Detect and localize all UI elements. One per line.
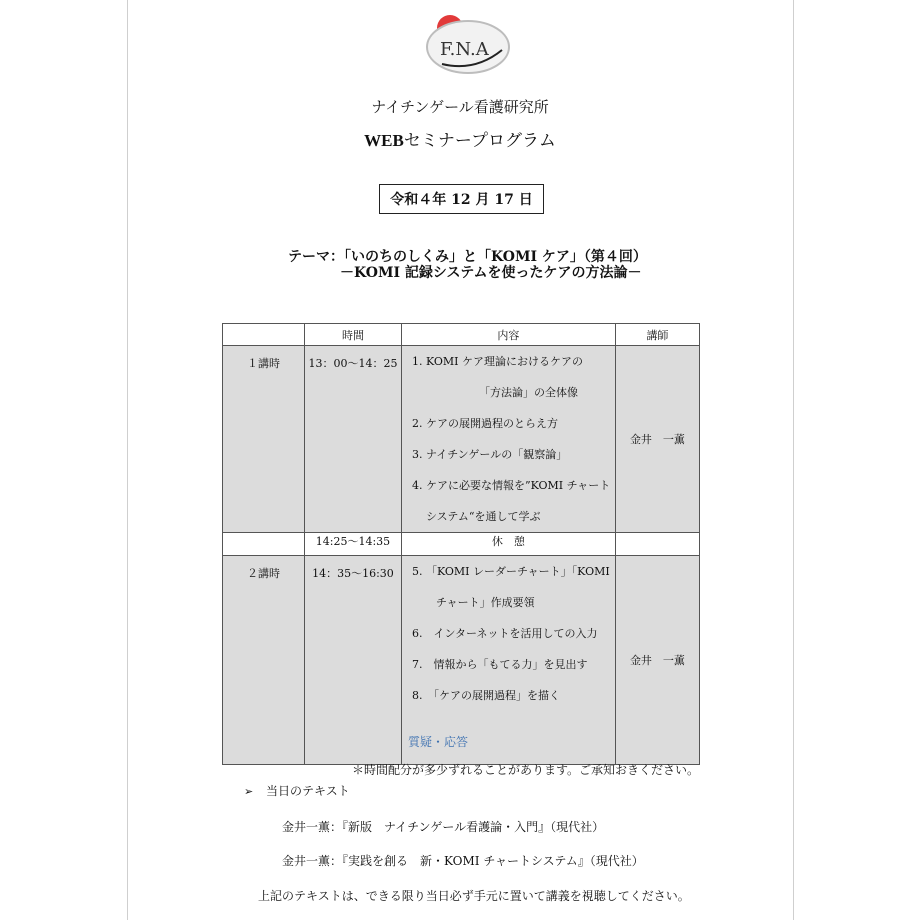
table-header-row	[223, 324, 700, 346]
break-time: 14:25～14:35	[304, 533, 401, 556]
session-2-label: ２講時	[246, 567, 280, 580]
list-item: 4. ケアに必要な情報を”KOMI チャート	[411, 479, 611, 492]
program-prefix: WEB	[364, 131, 404, 150]
footer-note: 上記のテキストは、できる限り当日必ず手元に置いて講義を視聴してください。	[258, 889, 690, 903]
org-name: ナイチンゲール看護研究所	[371, 98, 549, 116]
list-item: 1. KOMI ケア理論におけるケアの	[411, 355, 584, 368]
session-1-lecturer: 金井 一薫	[615, 346, 699, 533]
session-1-time: 13：00～14：25	[308, 357, 398, 370]
svg-text:F.N.A: F.N.A	[440, 39, 489, 60]
theme-line-2: －KOMI 記録システムを使ったケアの方法論－	[340, 265, 642, 281]
textbooks-heading	[244, 782, 350, 799]
list-item: 8. 「ケアの展開過程」を描く	[411, 689, 560, 702]
break-row	[223, 533, 700, 556]
program-suffix: セミナープログラム	[403, 131, 556, 151]
list-item: 「方法論」の全体像	[478, 386, 578, 399]
program-title	[0, 126, 920, 151]
table-row	[223, 556, 700, 765]
header-content: 内容	[401, 324, 615, 346]
textbooks-title: 当日のテキスト	[266, 784, 350, 798]
fna-logo-icon	[420, 14, 510, 76]
header-time: 時間	[304, 324, 401, 346]
session-2-lecturer: 金井 一薫	[615, 556, 699, 765]
textbook-2: 金井一薫：『実践を創る 新・KOMI チャートシステム』（現代社）	[282, 854, 644, 868]
list-item: チャート」作成要領	[435, 596, 535, 609]
session-2-time: 14：35～16:30	[312, 567, 394, 580]
list-item: 6. インターネットを活用しての入力	[411, 627, 598, 640]
list-item: 5. 「KOMI レーダーチャート」「KOMI	[411, 565, 610, 578]
arrow-bullet-icon: ➢	[244, 785, 254, 798]
list-item: 3. ナイチンゲールの「観察論」	[411, 448, 568, 461]
break-label: 休 憩	[401, 533, 615, 556]
header-lecturer: 講師	[615, 324, 699, 346]
list-item: システム“を通して学ぶ	[425, 510, 541, 523]
schedule-table	[222, 323, 700, 765]
list-item: 2. ケアの展開過程のとらえ方	[411, 417, 558, 430]
theme-line-1: テーマ：「いのちのしくみ」と「KOMI ケア」（第４回）	[288, 249, 647, 265]
time-note: ＊時間配分が多少ずれることがあります。ご承知おきください。	[352, 763, 700, 777]
table-row	[223, 346, 700, 533]
session-1-label: １講時	[246, 357, 280, 370]
textbook-1: 金井一薫：『新版 ナイチンゲール看護論・入門』（現代社）	[282, 820, 605, 834]
qa-label: 質疑・応答	[407, 735, 468, 749]
header-blank	[223, 324, 305, 346]
date-box: 令和４年 12 月 17 日	[379, 184, 544, 214]
list-item: 7. 情報から「もてる力」を見出す	[411, 658, 588, 671]
